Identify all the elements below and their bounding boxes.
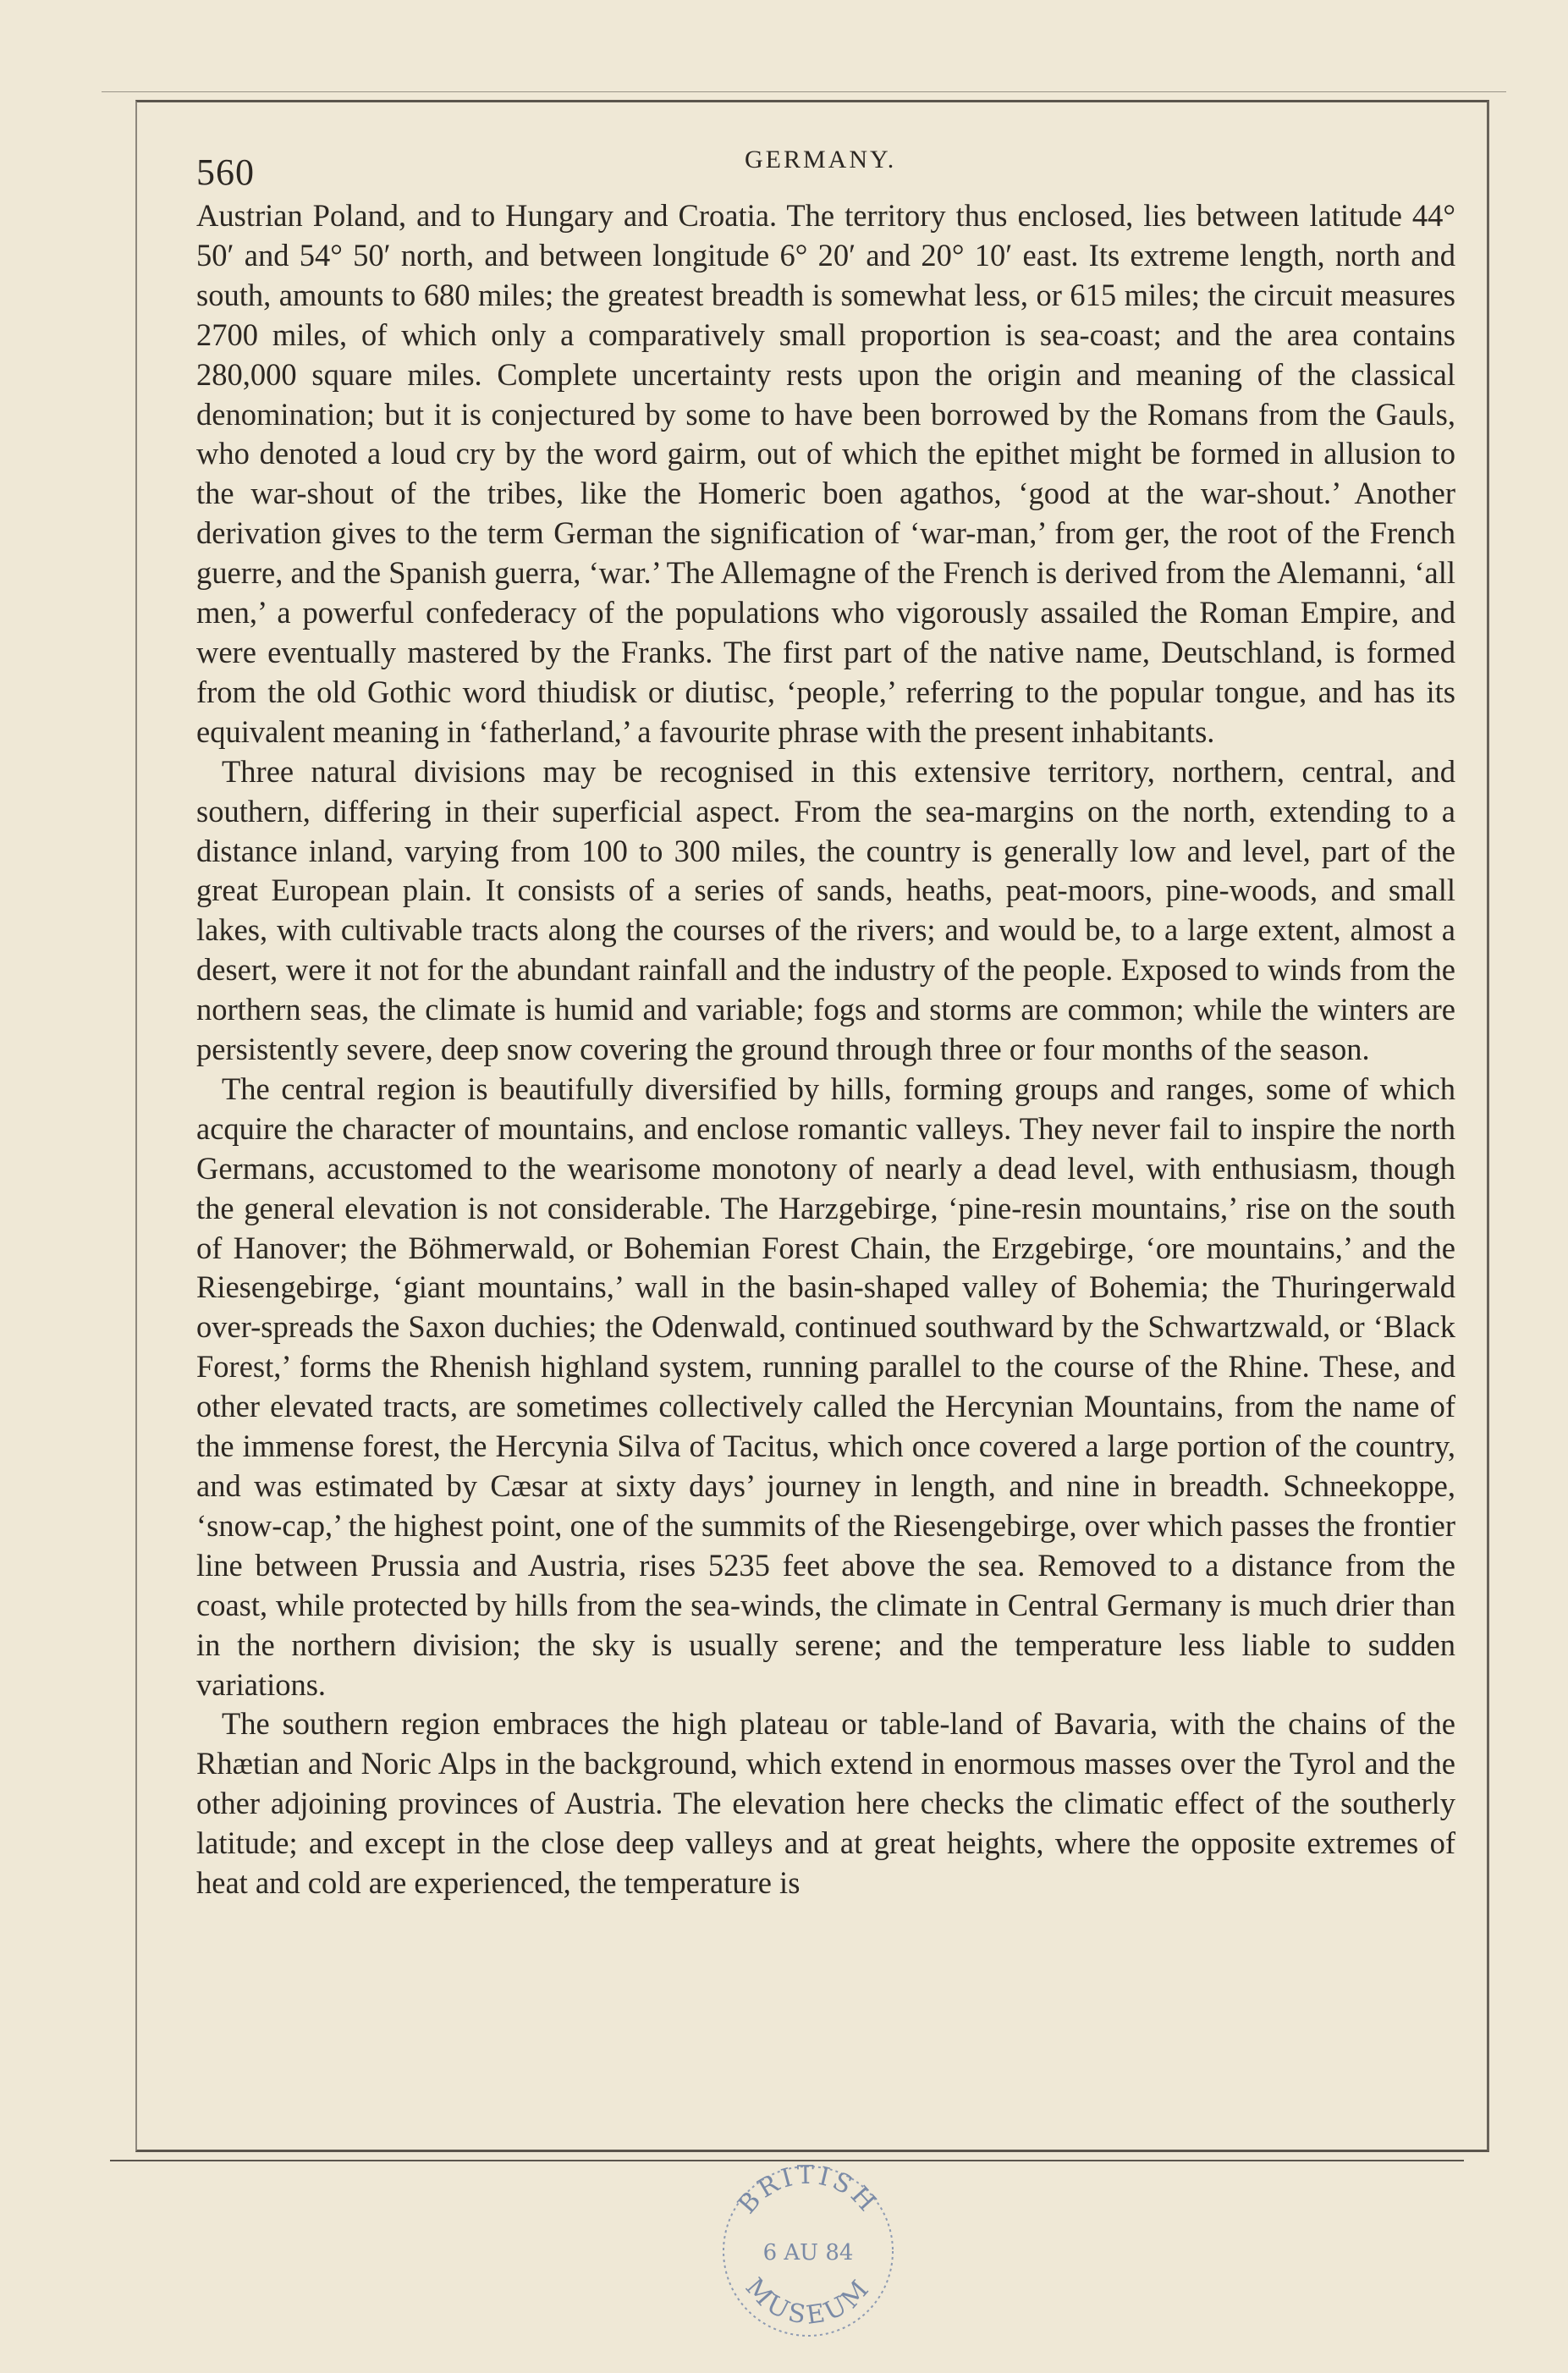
body-text xyxy=(196,196,1455,1903)
running-head: GERMANY. xyxy=(745,146,897,173)
paragraph-1: Austrian Poland, and to Hungary and Croatia. The territory thus enclosed, lies between latitude 44° 50′ and 54° 50′ north, and between longitude 6° 20′ and 20° 10′ east. Its extreme length, north and south, amounts to 680 miles; the greatest breadth is somewhat less, or 615 miles; the circuit measures 2700 miles, of which only a comparatively small proportion is sea-coast; and the area contains 280,000 square miles. Complete uncertainty rests upon the origin and meaning of the classical denomination; but it is conjectured by some to have been borrowed by the Romans from the Gauls, who denoted a loud cry by the word gairm, out of which the epithet might be formed in allusion to the war-shout of the tribes, like the Homeric boen agathos, ‘good at the war-shout.’ Another derivation gives to the term German the signification of ‘war-man,’ from ger, the root of the French guerre, and the Spanish guerra, ‘war.’ The Allemagne of the French is derived from the Alemanni, ‘all men,’ a powerful confederacy of the populations who vigorously assailed the Roman Empire, and were eventually mastered by the Franks. The first part of the native name, Deutschland, is formed from the old Gothic word thiudisk or diutisc, ‘people,’ referring to the popular tongue, and has its equivalent meaning in ‘fatherland,’ a favourite phrase with the present inhabitants. xyxy=(196,198,1455,749)
stamp-top-text: BRITISH xyxy=(732,2160,884,2220)
top-rule xyxy=(102,91,1506,92)
paragraph-4: The southern region embraces the high plateau or table-land of Bavaria, with the chains of the Rhætian and Noric Alps in the background, which extend in enormous masses over the Tyrol and the other adjoining provinces of Austria. The elevation here checks the climatic effect of the southerly latitude; and except in the close deep valleys and at great heights, where the opposite extremes of heat and cold are experienced, the temperature is xyxy=(196,1706,1455,1901)
paragraph-2: Three natural divisions may be recognised in this extensive territory, northern, central, and southern, differing in their superficial aspect. From the sea-margins on the north, extending to a distance inland, varying from 100 to 300 miles, the country is generally low and level, part of the great European plain. It consists of a series of sands, heaths, peat-moors, pine-woods, and small lakes, with cultivable tracts along the courses of the rivers; and would be, to a large extent, almost a desert, were it not for the abundant rainfall and the industry of the people. Exposed to winds from the northern seas, the climate is humid and variable; fogs and storms are common; while the winters are persistently severe, deep snow covering the ground through three or four months of the season. xyxy=(196,753,1455,1067)
stamp-graphic xyxy=(711,2150,905,2344)
stamp-date: 6 AU 84 xyxy=(762,2240,854,2266)
paragraph-3: The central region is beautifully diversified by hills, forming groups and ranges, some of which acquire the character of mountains, and enclose romantic valleys. They never fail to inspire the north Germans, accustomed to the wearisome monotony of nearly a dead level, with enthusiasm, though the general elevation is not considerable. The Harzgebirge, ‘pine-resin mountains,’ rise on the south of Hanover; the Böhmerwald, or Bohemian Forest Chain, the Erzgebirge, ‘ore mountains,’ and the Riesengebirge, ‘giant mountains,’ wall in the basin-shaped valley of Bohemia; the Thuringerwald over-spreads the Saxon duchies; the Odenwald, continued southward by the Schwartzwald, or ‘Black Forest,’ forms the Rhenish highland system, running parallel to the course of the Rhine. These, and other elevated tracts, are sometimes collectively called the Hercynian Mountains, from the name of the immense forest, the Hercynia Silva of Tacitus, which once covered a large portion of the country, and was estimated by Cæsar at sixty days’ journey in length, and nine in breadth. Schneekoppe, ‘snow-cap,’ the highest point, one of the summits of the Riesengebirge, over which passes the frontier line between Prussia and Austria, rises 5235 feet above the sea. Removed to a distance from the coast, while protected by hills from the sea-winds, the climate in Central Germany is much drier than in the northern division; the sky is usually serene; and the temperature less liable to sudden variations. xyxy=(196,1071,1455,1702)
library-stamp xyxy=(711,2150,905,2344)
page-number: 560 xyxy=(196,151,255,193)
stamp-bottom-text: MUSEUM xyxy=(739,2272,878,2331)
